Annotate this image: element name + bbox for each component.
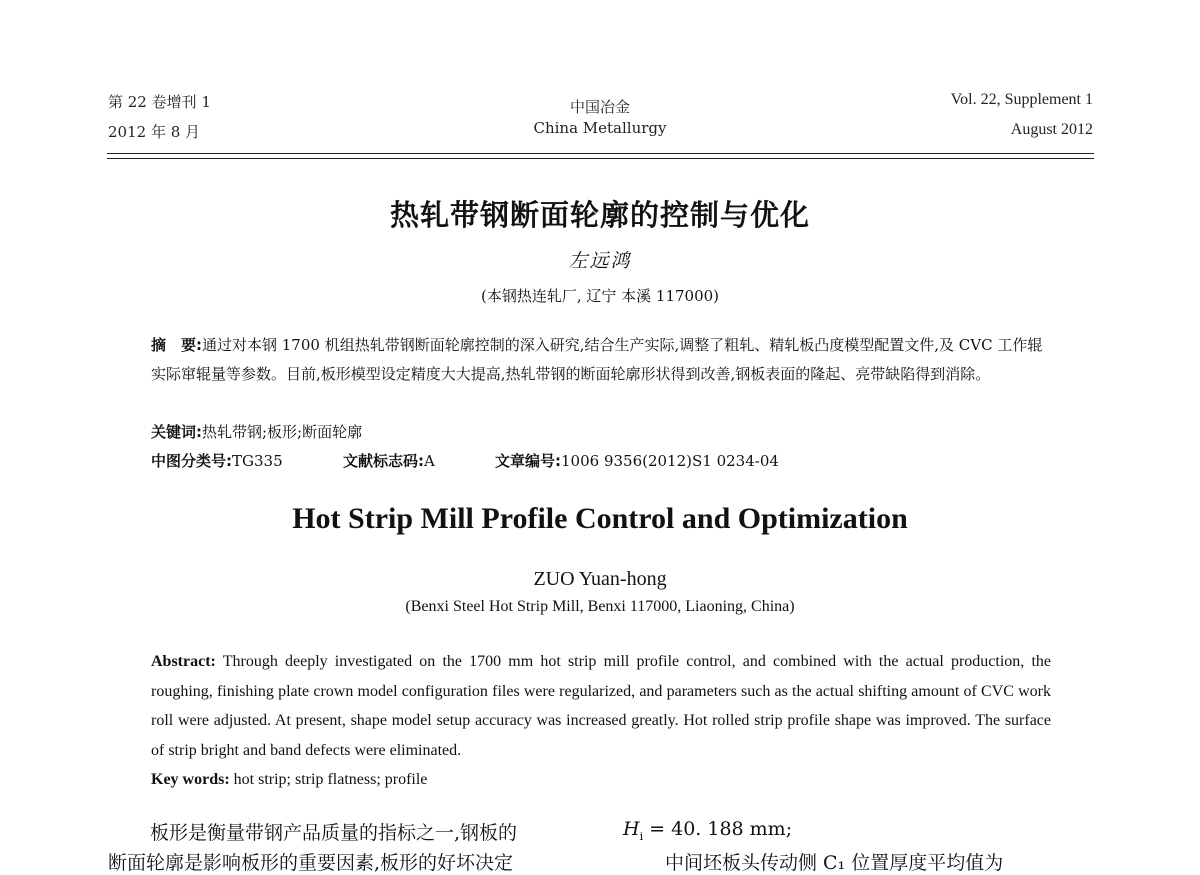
clc-label: 中图分类号:	[151, 452, 232, 470]
article-no-row	[495, 447, 779, 476]
abstract-en-label: Abstract:	[151, 653, 216, 670]
keywords-cn-label: 关键词:	[151, 423, 202, 441]
doc-code-value: A	[424, 452, 435, 470]
journal-name-en: China Metallurgy	[533, 119, 667, 137]
journal-date-en: August 2012	[1010, 121, 1093, 138]
journal-volume-en: Vol. 22, Supplement 1	[950, 91, 1093, 108]
body-right-line-2: 中间坯板头传动侧 C₁ 位置厚度平均值为	[665, 852, 1004, 874]
paper-title-cn: 热轧带钢断面轮廓的控制与优化	[389, 198, 810, 232]
body-left-line-1: 板形是衡量带钢产品质量的指标之一,钢板的	[150, 822, 518, 844]
keywords-en	[151, 765, 1051, 795]
affiliation-en: (Benxi Steel Hot Strip Mill, Benxi 117000, Liaoning, China)	[405, 598, 795, 615]
abstract-en	[151, 647, 1051, 765]
article-no-label: 文章编号:	[495, 452, 561, 470]
doc-code-row	[343, 447, 435, 476]
keywords-en-label: Key words:	[151, 771, 230, 788]
affiliation-cn: (本钢热连轧厂, 辽宁 本溪 117000)	[480, 287, 720, 305]
abstract-cn	[151, 331, 1056, 389]
body-right-line-1-rest: = 40. 188 mm;	[643, 818, 793, 840]
journal-volume: 第 22 卷增刊 1	[108, 93, 211, 111]
article-no-value: 1006 9356(2012)S1 0234-04	[561, 452, 779, 470]
doc-code-label: 文献标志码:	[343, 452, 424, 470]
abstract-en-text: Through deeply investigated on the 1700 mm hot strip mill profile control, and combined with the actual production, the roughing, finishing plate crown model configuration files were regularized, and parameters such as the actual shifting amount of CVC work roll were adjusted. At present, shape model setup accuracy was increased greatly. Hot rolled strip profile shape was improved. The surface of strip bright and band defects were eliminated.	[151, 653, 1051, 759]
keywords-cn	[151, 418, 362, 447]
body-right-line-1	[623, 818, 792, 843]
header-rule-bottom	[107, 158, 1094, 159]
classification-row	[151, 447, 283, 476]
author-en: ZUO Yuan-hong	[533, 568, 667, 590]
keywords-en-text: hot strip; strip flatness; profile	[229, 771, 428, 788]
abstract-cn-text: 通过对本钢 1700 机组热轧带钢断面轮廓控制的深入研究,结合生产实际,调整了粗轧、精轧板凸度模型配置文件,及 CVC 工作辊实际窜辊量等参数。目前,板形模型设定精度大大提高,热轧带钢的断面轮廓形状得到改善,钢板表面的隆起、亮带缺陷得到消除。	[151, 336, 1043, 383]
author-cn: 左远鸿	[568, 250, 632, 272]
journal-date: 2012 年 8 月	[108, 123, 201, 141]
journal-name-cn: 中国冶金	[569, 98, 630, 116]
body-left-line-2: 断面轮廓是影响板形的重要因素,板形的好坏决定	[108, 852, 514, 874]
clc-value: TG335	[232, 452, 283, 470]
keywords-cn-text: 热轧带钢;板形;断面轮廓	[202, 423, 363, 441]
paper-title-en: Hot Strip Mill Profile Control and Optimization	[292, 502, 908, 535]
body-var-h: H	[623, 818, 640, 840]
body-var-sub: i	[639, 829, 644, 843]
abstract-cn-label: 摘 要:	[151, 336, 202, 354]
header-rule-top	[107, 153, 1094, 154]
